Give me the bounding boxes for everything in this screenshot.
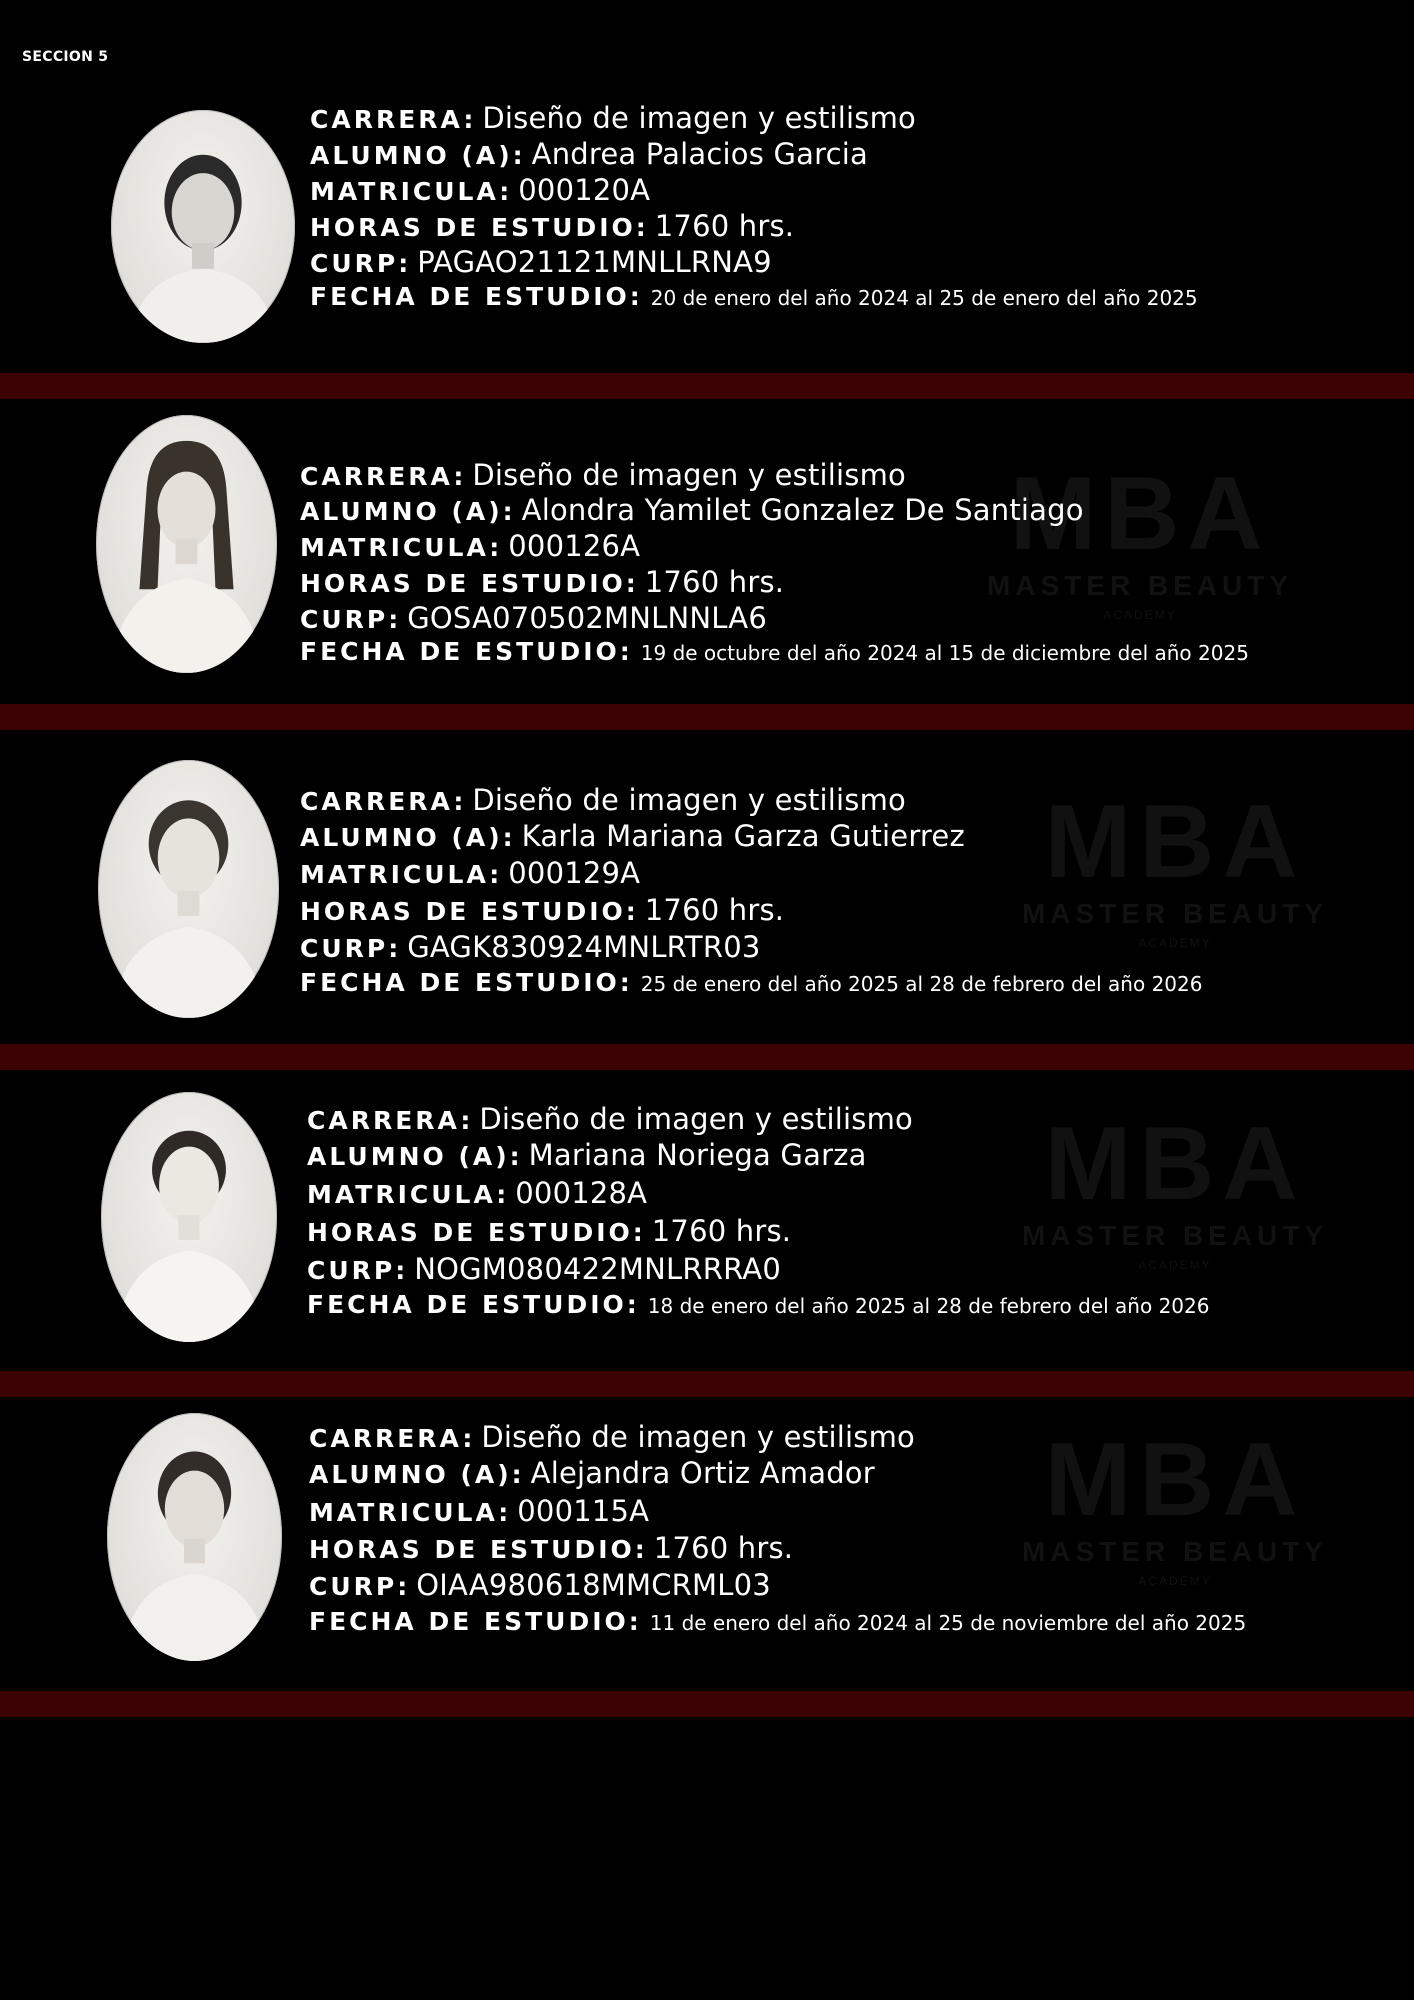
student-photo — [107, 1413, 282, 1661]
fecha-value: 20 de enero del año 2024 al 25 de enero del año 2025 — [650, 286, 1198, 310]
horas-label: HORAS DE ESTUDIO: — [307, 1218, 646, 1247]
matricula-value: 000126A — [508, 529, 641, 563]
curp-value: OIAA980618MMCRML03 — [416, 1568, 771, 1602]
divider-bar — [0, 704, 1414, 730]
portrait-icon — [98, 760, 279, 1018]
alumno-value: Mariana Noriega Garza — [528, 1138, 867, 1172]
carrera-value: Diseño de imagen y estilismo — [479, 1102, 913, 1136]
carrera-value: Diseño de imagen y estilismo — [472, 458, 906, 492]
horas-value: 1760 hrs. — [654, 209, 795, 243]
fecha-label: FECHA DE ESTUDIO: — [307, 1290, 640, 1319]
fecha-label: FECHA DE ESTUDIO: — [300, 968, 633, 997]
student-record — [307, 1102, 1210, 1328]
student-record — [310, 101, 1198, 320]
divider-bar — [0, 1044, 1414, 1070]
watermark-tagline: MASTER BEAUTY — [1021, 1536, 1329, 1567]
alumno-label: ALUMNO (A): — [309, 1460, 525, 1489]
alumno-value: Alejandra Ortiz Amador — [530, 1456, 875, 1490]
divider-bar — [0, 1371, 1414, 1397]
watermark-small: ACADEMY — [1138, 1258, 1212, 1272]
student-record — [300, 458, 1249, 674]
horas-label: HORAS DE ESTUDIO: — [310, 213, 649, 242]
fecha-value: 11 de enero del año 2024 al 25 de noviembre del año 2025 — [649, 1611, 1247, 1635]
horas-value: 1760 hrs. — [644, 565, 785, 599]
alumno-value: Karla Mariana Garza Gutierrez — [521, 819, 965, 853]
student-photo — [98, 760, 279, 1018]
watermark-logo-text: MBA — [1044, 1106, 1306, 1222]
alumno-label: ALUMNO (A): — [300, 497, 516, 526]
curp-label: CURP: — [310, 249, 412, 278]
matricula-label: MATRICULA: — [307, 1180, 510, 1209]
curp-value: GAGK830924MNLRTR03 — [407, 930, 761, 964]
fecha-value: 25 de enero del año 2025 al 28 de febrero del año 2026 — [640, 972, 1203, 996]
watermark-small: ACADEMY — [1103, 608, 1177, 622]
carrera-label: CARRERA: — [300, 787, 467, 816]
curp-value: NOGM080422MNLRRRA0 — [414, 1252, 781, 1286]
carrera-label: CARRERA: — [300, 462, 467, 491]
watermark-tagline: MASTER BEAUTY — [986, 570, 1294, 601]
horas-label: HORAS DE ESTUDIO: — [309, 1535, 648, 1564]
matricula-label: MATRICULA: — [300, 860, 503, 889]
horas-label: HORAS DE ESTUDIO: — [300, 569, 639, 598]
matricula-value: 000128A — [515, 1176, 648, 1210]
portrait-icon — [111, 110, 295, 343]
carrera-value: Diseño de imagen y estilismo — [472, 783, 906, 817]
horas-value: 1760 hrs. — [653, 1531, 794, 1565]
matricula-label: MATRICULA: — [310, 177, 513, 206]
carrera-label: CARRERA: — [310, 105, 477, 134]
fecha-label: FECHA DE ESTUDIO: — [310, 282, 643, 311]
carrera-value: Diseño de imagen y estilismo — [481, 1420, 915, 1454]
carrera-label: CARRERA: — [309, 1424, 476, 1453]
student-photo — [96, 415, 277, 673]
divider-bar — [0, 373, 1414, 399]
student-photo — [101, 1092, 277, 1342]
matricula-value: 000120A — [518, 173, 651, 207]
fecha-label: FECHA DE ESTUDIO: — [309, 1607, 642, 1636]
alumno-value: Alondra Yamilet Gonzalez De Santiago — [521, 493, 1084, 527]
horas-value: 1760 hrs. — [651, 1214, 792, 1248]
fecha-value: 18 de enero del año 2025 al 28 de febrero del año 2026 — [647, 1294, 1210, 1318]
fecha-value: 19 de octubre del año 2024 al 15 de diciembre del año 2025 — [640, 641, 1249, 665]
curp-value: GOSA070502MNLNNLA6 — [407, 601, 767, 635]
student-record — [300, 783, 1203, 1006]
watermark-tagline: MASTER BEAUTY — [1021, 898, 1329, 929]
matricula-label: MATRICULA: — [300, 533, 503, 562]
curp-value: PAGAO21121MNLLRNA9 — [417, 245, 772, 279]
student-record — [309, 1420, 1247, 1645]
watermark-logo-text: MBA — [1044, 1422, 1306, 1538]
watermark-small: ACADEMY — [1138, 1574, 1212, 1588]
watermark-small: ACADEMY — [1138, 936, 1212, 950]
carrera-label: CARRERA: — [307, 1106, 474, 1135]
horas-value: 1760 hrs. — [644, 893, 785, 927]
matricula-value: 000115A — [517, 1494, 650, 1528]
divider-bar — [0, 1691, 1414, 1717]
alumno-label: ALUMNO (A): — [300, 823, 516, 852]
portrait-icon — [101, 1092, 277, 1342]
alumno-label: ALUMNO (A): — [307, 1142, 523, 1171]
curp-label: CURP: — [300, 605, 402, 634]
matricula-value: 000129A — [508, 856, 641, 890]
watermark-tagline: MASTER BEAUTY — [1021, 1220, 1329, 1251]
fecha-label: FECHA DE ESTUDIO: — [300, 637, 633, 666]
section-label: SECCION 5 — [22, 49, 109, 65]
matricula-label: MATRICULA: — [309, 1498, 512, 1527]
portrait-icon — [96, 415, 277, 673]
curp-label: CURP: — [300, 934, 402, 963]
watermark-logo-text: MBA — [1009, 456, 1271, 572]
curp-label: CURP: — [307, 1256, 409, 1285]
alumno-value: Andrea Palacios Garcia — [531, 137, 868, 171]
horas-label: HORAS DE ESTUDIO: — [300, 897, 639, 926]
student-photo — [111, 110, 295, 343]
alumno-label: ALUMNO (A): — [310, 141, 526, 170]
carrera-value: Diseño de imagen y estilismo — [482, 101, 916, 135]
portrait-icon — [107, 1413, 282, 1661]
curp-label: CURP: — [309, 1572, 411, 1601]
watermark-logo-text: MBA — [1044, 784, 1306, 900]
